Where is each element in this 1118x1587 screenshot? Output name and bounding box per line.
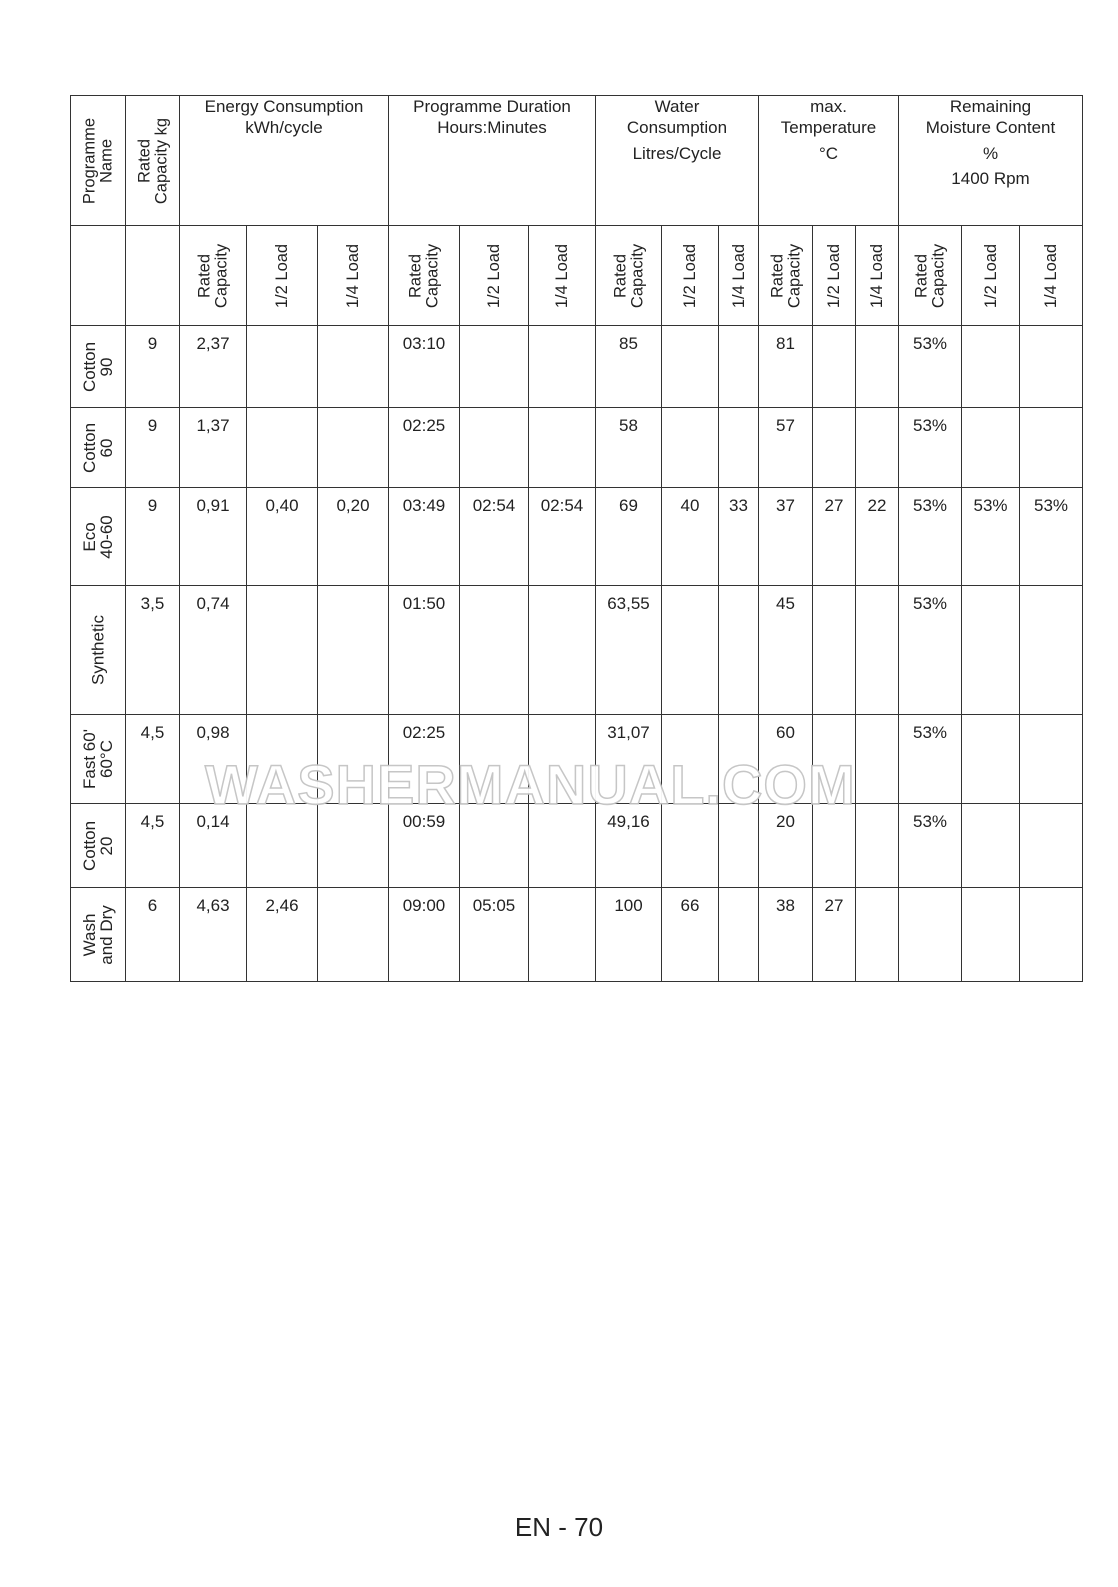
duration-cell: 00:59 [389, 804, 460, 888]
water-cell [662, 586, 719, 715]
header-max-temperature: max. Temperature °C [759, 96, 899, 226]
energy-cell: 2,37 [180, 326, 247, 408]
moisture-cell [962, 326, 1020, 408]
subheader-rated-capacity: Rated Capacity [759, 226, 813, 326]
header-programme-name: Programme Name [71, 96, 126, 226]
energy-cell: 0,91 [180, 488, 247, 586]
programme-name-cell: Cotton 60 [71, 408, 126, 488]
energy-cell [247, 586, 318, 715]
duration-cell: 02:25 [389, 408, 460, 488]
energy-cell: 0,98 [180, 715, 247, 804]
temp-cell [856, 326, 899, 408]
duration-cell: 03:49 [389, 488, 460, 586]
moisture-cell: 53% [962, 488, 1020, 586]
water-cell [719, 888, 759, 982]
subheader-half-load: 1/2 Load [662, 226, 719, 326]
temp-cell [813, 408, 856, 488]
energy-cell: 0,74 [180, 586, 247, 715]
programme-name-cell: Eco 40-60 [71, 488, 126, 586]
header-energy-consumption: Energy Consumption kWh/cycle [180, 96, 389, 226]
water-cell: 40 [662, 488, 719, 586]
water-cell: 58 [596, 408, 662, 488]
moisture-cell [962, 888, 1020, 982]
moisture-cell: 53% [899, 586, 962, 715]
duration-cell [529, 408, 596, 488]
water-cell: 63,55 [596, 586, 662, 715]
table-row [71, 586, 1083, 715]
water-cell [719, 408, 759, 488]
subheader-rated-capacity: Rated Capacity [180, 226, 247, 326]
energy-cell [318, 408, 389, 488]
moisture-cell: 53% [899, 488, 962, 586]
table-row [71, 488, 1083, 586]
table-row [71, 408, 1083, 488]
moisture-cell [962, 804, 1020, 888]
temp-cell [856, 888, 899, 982]
moisture-cell [962, 715, 1020, 804]
temp-cell: 37 [759, 488, 813, 586]
watermark-text: WASHERMANUAL.COM [205, 753, 856, 816]
moisture-cell [899, 888, 962, 982]
subheader-rated-capacity: Rated Capacity [899, 226, 962, 326]
moisture-cell [1020, 804, 1083, 888]
moisture-cell [1020, 715, 1083, 804]
programme-name-cell: Fast 60' 60°C [71, 715, 126, 804]
header-row [71, 96, 1083, 226]
duration-cell: 05:05 [460, 888, 529, 982]
moisture-cell: 53% [899, 715, 962, 804]
moisture-cell: 53% [899, 804, 962, 888]
water-cell: 49,16 [596, 804, 662, 888]
subheader-half-load: 1/2 Load [460, 226, 529, 326]
programme-name-cell: Cotton 90 [71, 326, 126, 408]
duration-cell [460, 326, 529, 408]
water-cell: 100 [596, 888, 662, 982]
water-cell: 31,07 [596, 715, 662, 804]
subheader-quarter-load: 1/4 Load [529, 226, 596, 326]
programme-name-cell: Cotton 20 [71, 804, 126, 888]
subheader-empty-cell [126, 226, 180, 326]
temp-cell: 20 [759, 804, 813, 888]
subheader-quarter-load: 1/4 Load [856, 226, 899, 326]
table-row [71, 888, 1083, 982]
programme-name-cell: Synthetic [71, 586, 126, 715]
subheader-row [71, 226, 1083, 326]
moisture-cell [1020, 326, 1083, 408]
energy-cell [247, 326, 318, 408]
temp-cell: 38 [759, 888, 813, 982]
duration-cell [460, 408, 529, 488]
energy-cell [318, 888, 389, 982]
header-water-consumption: Water Consumption Litres/Cycle [596, 96, 759, 226]
subheader-empty-cell [71, 226, 126, 326]
rated-capacity-cell: 4,5 [126, 804, 180, 888]
temp-cell [813, 326, 856, 408]
water-cell [719, 326, 759, 408]
moisture-cell: 53% [899, 408, 962, 488]
duration-cell [460, 586, 529, 715]
water-cell: 69 [596, 488, 662, 586]
moisture-cell: 53% [899, 326, 962, 408]
water-cell: 66 [662, 888, 719, 982]
table-row [71, 326, 1083, 408]
duration-cell: 02:54 [460, 488, 529, 586]
temp-cell: 22 [856, 488, 899, 586]
programme-name-cell: Wash and Dry [71, 888, 126, 982]
energy-cell: 0,14 [180, 804, 247, 888]
duration-cell [529, 586, 596, 715]
temp-cell: 60 [759, 715, 813, 804]
temp-cell: 27 [813, 888, 856, 982]
duration-cell: 01:50 [389, 586, 460, 715]
water-cell [662, 326, 719, 408]
temp-cell [856, 408, 899, 488]
page-number: EN - 70 [514, 1512, 604, 1542]
subheader-rated-capacity: Rated Capacity [596, 226, 662, 326]
rated-capacity-cell: 9 [126, 326, 180, 408]
temp-cell [856, 586, 899, 715]
energy-cell: 2,46 [247, 888, 318, 982]
water-cell [662, 408, 719, 488]
header-remaining-moisture: Remaining Moisture Content % 1400 Rpm [899, 96, 1083, 226]
subheader-half-load: 1/2 Load [247, 226, 318, 326]
rated-capacity-cell: 9 [126, 488, 180, 586]
energy-cell [318, 586, 389, 715]
duration-cell: 02:54 [529, 488, 596, 586]
water-cell: 85 [596, 326, 662, 408]
temp-cell: 81 [759, 326, 813, 408]
rated-capacity-cell: 3,5 [126, 586, 180, 715]
energy-cell [318, 326, 389, 408]
energy-cell: 4,63 [180, 888, 247, 982]
duration-cell: 03:10 [389, 326, 460, 408]
water-cell: 33 [719, 488, 759, 586]
temp-cell: 45 [759, 586, 813, 715]
duration-cell: 02:25 [389, 715, 460, 804]
programme-data-table [70, 95, 1083, 982]
temp-cell: 57 [759, 408, 813, 488]
header-programme-duration: Programme Duration Hours:Minutes [389, 96, 596, 226]
moisture-cell [1020, 888, 1083, 982]
moisture-cell [962, 586, 1020, 715]
header-rated-capacity: Rated Capacity kg [126, 96, 180, 226]
moisture-cell: 53% [1020, 488, 1083, 586]
duration-cell [529, 326, 596, 408]
duration-cell [529, 888, 596, 982]
subheader-half-load: 1/2 Load [962, 226, 1020, 326]
duration-cell: 09:00 [389, 888, 460, 982]
temp-cell [813, 586, 856, 715]
water-cell [719, 586, 759, 715]
energy-cell: 1,37 [180, 408, 247, 488]
moisture-cell [962, 408, 1020, 488]
rated-capacity-cell: 4,5 [126, 715, 180, 804]
moisture-cell [1020, 408, 1083, 488]
moisture-cell [1020, 586, 1083, 715]
energy-cell [247, 408, 318, 488]
subheader-quarter-load: 1/4 Load [719, 226, 759, 326]
rated-capacity-cell: 9 [126, 408, 180, 488]
energy-cell: 0,40 [247, 488, 318, 586]
subheader-quarter-load: 1/4 Load [318, 226, 389, 326]
subheader-quarter-load: 1/4 Load [1020, 226, 1083, 326]
rated-capacity-cell: 6 [126, 888, 180, 982]
temp-cell: 27 [813, 488, 856, 586]
energy-cell: 0,20 [318, 488, 389, 586]
subheader-half-load: 1/2 Load [813, 226, 856, 326]
subheader-rated-capacity: Rated Capacity [389, 226, 460, 326]
